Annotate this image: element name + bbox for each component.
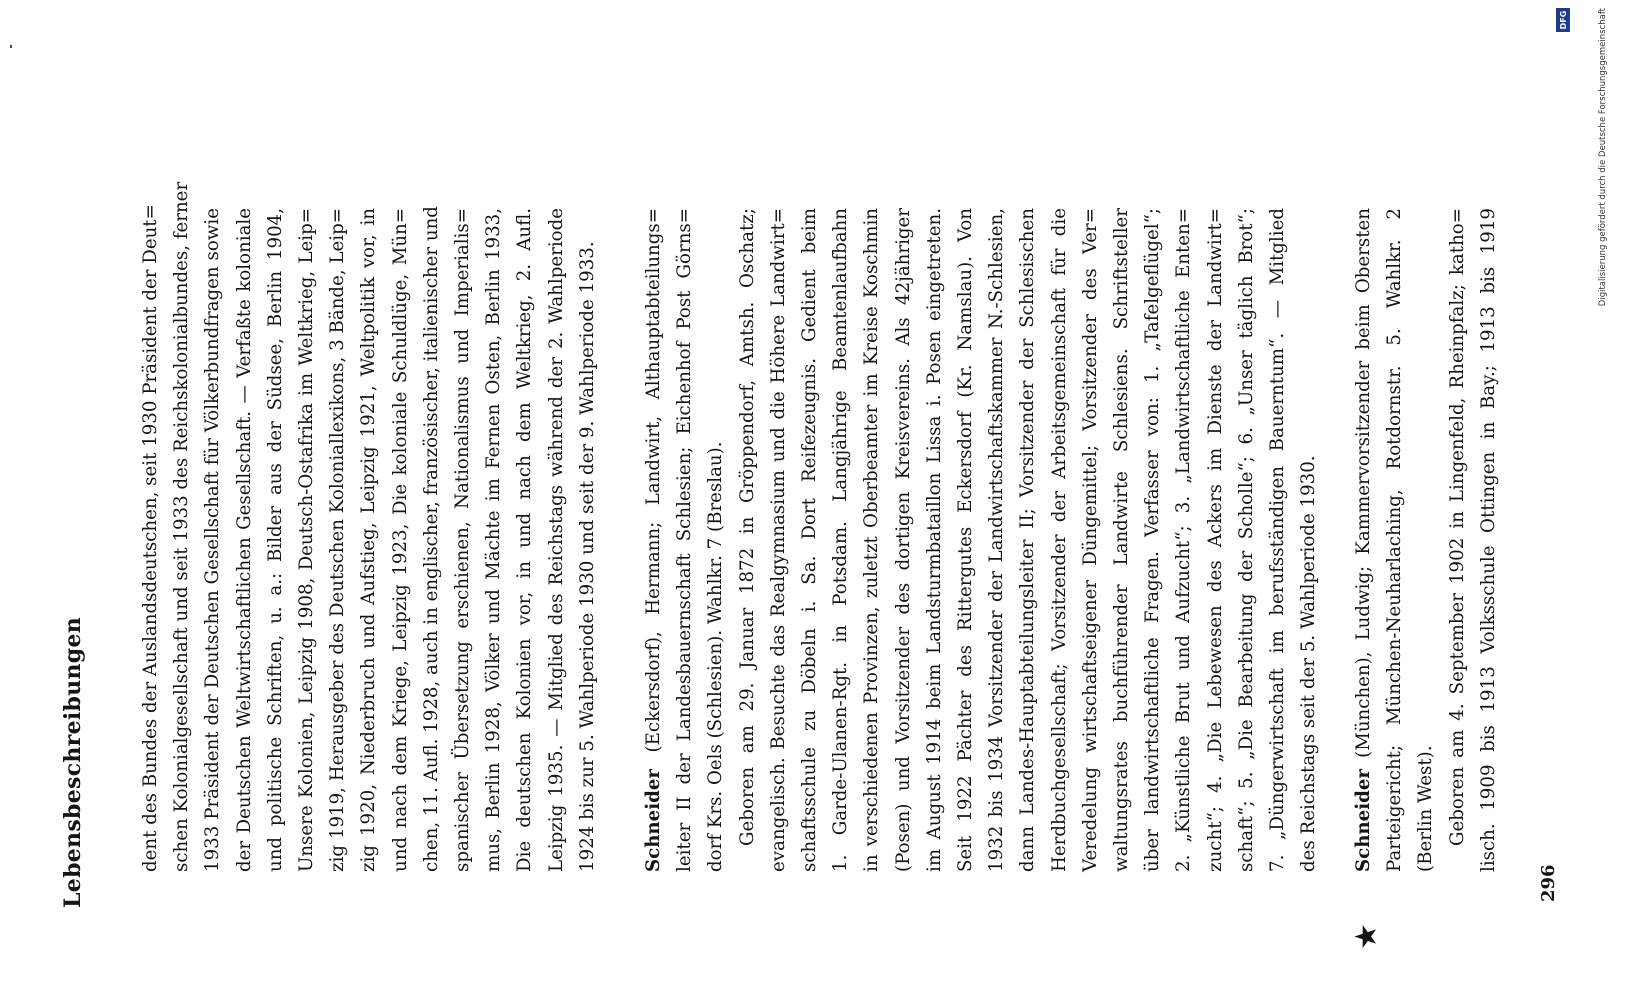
text-line: Veredelung wirtschaftseigener Düngemittel; Vorsitzender des Ver= <box>1079 208 1101 872</box>
text-line: Geboren am 4. September 1902 in Lingenfeld, Rheinpfalz; katho= <box>1446 208 1468 846</box>
text-line: mus, Berlin 1928, Völker und Mächte im Fernen Osten, Berlin 1933, <box>483 208 505 872</box>
text-line: und politische Schriften, u. a.: Bilder aus der Südsee, Berlin 1904, <box>264 208 286 872</box>
text-line: in verschiedenen Provinzen, zuletzt Oberbeamter im Kreise Koschmin <box>861 208 883 872</box>
text-line: 1932 bis 1934 Vorsitzender der Landwirtschaftskammer N.-Schlesien, <box>986 208 1008 872</box>
text-line: Herdbuchgesellschaft; Vorsitzender der Arbeitsgemeinschaft für die <box>1048 208 1070 872</box>
entry-heading-rest: (München), Ludwig; Kammervorsitzender beim Obersten <box>1353 208 1374 758</box>
text-line: der Deutschen Weltwirtschaftlichen Gesellschaft. — Verfaßte koloniale <box>233 208 255 872</box>
text-line: zucht“; 4. „Die Lebewesen des Ackers im Dienste der Landwirt= <box>1204 208 1226 872</box>
star-icon: ★ <box>1349 923 1384 950</box>
text-line: schen Kolonialgesellschaft und seit 1933 des Reichskolonialbundes, ferner <box>171 181 193 872</box>
text-line: zig 1919, Herausgeber des Deutschen Koloniallexikons, 3 Bände, Leip= <box>327 208 349 872</box>
text-line: 7. „Düngerwirtschaft im berufsständigen Bauerntum“. — Mitglied <box>1267 208 1289 872</box>
text-line: dann Landes-Hauptabteilungsleiter II; Vorsitzender der Schlesischen <box>1017 208 1039 872</box>
text-line: (Posen) und Vorsitzender des dortigen Kreisvereins. Als 42jähriger <box>892 208 914 872</box>
text-line: des Reichstags seit der 5. Wahlperiode 1930. <box>1298 455 1320 872</box>
dfg-logo: DFG <box>1556 8 1570 32</box>
text-line: über landwirtschaftliche Fragen. Verfasser von: 1. „Tafelgeflügel“; <box>1142 208 1164 872</box>
text-line: Geboren am 29. Januar 1872 in Gröppendorf, Amtsh. Oschatz; <box>736 208 758 846</box>
text-line: Die deutschen Kolonien vor, in und nach dem Weltkrieg, 2. Aufl. <box>514 208 536 872</box>
text-line: 1933 Präsident der Deutschen Gesellschaft für Völkerbundfragen sowie <box>202 208 224 872</box>
text-line: Seit 1922 Pächter des Rittergutes Eckersdorf (Kr. Namslau). Von <box>955 208 977 872</box>
entry-surname: Schneider <box>1353 768 1374 872</box>
biography-continuation <box>135 181 603 872</box>
text-line: zig 1920, Niederbruch und Aufstieg, Leipzig 1921, Weltpolitik vor, in <box>358 208 380 872</box>
text-line: (Berlin West). <box>1415 745 1437 872</box>
text-line: lisch. 1909 bis 1913 Volksschule Ottingen in Bay.; 1913 bis 1919 <box>1477 208 1499 872</box>
text-line: chen, 11. Aufl. 1928, auch in englischer, französischer, italienischer und <box>420 206 442 872</box>
text-line: leiter II der Landesbauernschaft Schlesien; Eichenhof Post Görns= <box>674 208 696 872</box>
scan-speck <box>10 45 12 48</box>
text-line: Leipzig 1935. — Mitglied des Reichstags während der 2. Wahlperiode <box>545 208 567 872</box>
text-line: 1. Garde-Ulanen-Rgt. in Potsdam. Langjährige Beamtenlaufbahn <box>830 208 852 872</box>
digitization-note: Digitalisierung gefördert durch die Deutsche Forschungsgemeinschaft <box>1598 8 1608 307</box>
text-line: schaftsschule zu Döbeln i. Sa. Dort Reifezeugnis. Gedient beim <box>799 208 821 872</box>
text-line: schaft“; 5. „Die Bearbeitung der Scholle“; 6. „Unser täglich Brot“; <box>1235 208 1257 872</box>
text-line: dent des Bundes der Auslandsdeutschen, seit 1930 Präsident der Deut= <box>140 204 161 872</box>
page-number: 296 <box>1538 864 1559 902</box>
text-line: Unsere Kolonien, Leipzig 1908, Deutsch-Ostafrika im Weltkrieg, Leip= <box>296 208 318 872</box>
text-line: Parteigericht; München-Neuharlaching, Rotdornstr. 5. Wahlkr. 2 <box>1384 208 1406 872</box>
text-line: 1924 bis zur 5. Wahlperiode 1930 und seit der 9. Wahlperiode 1933. <box>576 241 598 872</box>
text-line: im August 1914 beim Landsturmbataillon Lissa i. Posen eingetreten. <box>923 208 945 872</box>
biography-schneider-ludwig <box>1348 208 1504 872</box>
text-line: 2. „Künstliche Brut und Aufzucht“; 3. „Landwirtschaftliche Enten= <box>1173 208 1195 872</box>
running-head: Lebensbeschreibungen <box>60 616 86 908</box>
text-line: und nach dem Kriege, Leipzig 1923, Die koloniale Schuldlüge, Mün= <box>389 208 411 872</box>
text-line: waltungsrates buchführender Landwirte Schlesiens. Schriftsteller <box>1111 208 1133 872</box>
entry-heading-line <box>1348 208 1379 872</box>
text-line: dorf Krs. Oels (Schlesien). Wahlkr. 7 (Breslau). <box>705 441 727 872</box>
entry-heading-rest: (Eckersdorf), Hermann; Landwirt, Althauptabteilungs= <box>643 208 664 753</box>
text-line: spanischer Übersetzung erschienen, Nationalismus und Imperialis= <box>452 208 474 872</box>
biography-schneider-hermann <box>638 208 1324 872</box>
text-line: evangelisch. Besuchte das Realgymnasium und die Höhere Landwirt= <box>767 208 789 872</box>
entry-surname: Schneider <box>643 768 664 872</box>
entry-heading-line <box>638 208 669 872</box>
